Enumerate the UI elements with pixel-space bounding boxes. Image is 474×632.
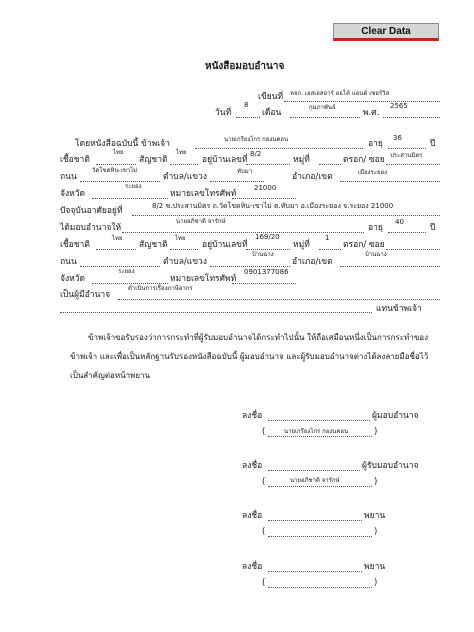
grantee-house-no-label: อยู่บ้านเลขที่ [202, 240, 248, 250]
grantor-current-address-label: ปัจจุบันอาศัยอยู่ที่ [60, 206, 123, 216]
paren-open-1: ( [262, 427, 266, 437]
grantor-subdistrict-label: ตำบล/แขวง [163, 172, 207, 182]
grantor-alley-label: ตรอก/ ซอย [343, 155, 385, 165]
year-label: พ.ศ. [363, 108, 380, 118]
grantor-current-address-input[interactable]: 8/2 ซ.ประสานมิตร ถ.วัดโขดหิน-เขาไม่ ต.ทับมา อ.เมืองระยอง จ.ระยอง 21000 [152, 202, 394, 210]
body-paragraph: ข้าพเจ้าขอรับรองว่าการกระทำที่ผู้รับมอบอำนาจได้กระทำไปนั้น ให้ถือเสมือนหนึ่งเป็นการกระทำของข้าพเจ้า และเพื่อเป็นหลักฐานรับรองหนังสือฉบับนี้ ผู้มอบอำนาจ และผู้รับมอบอำนาจต่างได้ลงลายมือชื่อไว้เป็นสำคัญต่อหน้าพยาน [70, 333, 429, 380]
written-at-input[interactable]: หจก. เอสเอสอาร์ ออโต้ แอนด์ เซอร์วิส [290, 90, 390, 97]
grantee-moo-input[interactable]: 1 [325, 234, 330, 242]
grantor-road-label: ถนน [60, 172, 77, 182]
grantee-subdistrict-label: ตำบล/แขวง [163, 257, 207, 267]
grantee-race-label: เชื้อชาติ [60, 240, 90, 250]
sign-label-1: ลงชื่อ [242, 411, 263, 421]
grantee-district-label: อำเภอ/เขต [292, 257, 333, 267]
grantee-subdistrict-input[interactable]: บ้านฉาง [252, 251, 274, 258]
grantee-road-label: ถนน [60, 257, 77, 267]
date-label: วันที่ [215, 108, 232, 118]
grantor-district-label: อำเภอ/เขต [292, 172, 333, 182]
purpose-label: เป็นผู้มีอำนาจ [60, 290, 111, 300]
grantee-province-label: จังหวัด [60, 274, 86, 284]
month-input[interactable]: กุมภาพันธ์ [309, 104, 336, 111]
document-title: หนังสือมอบอำนาจ [205, 61, 285, 72]
grantor-province-label: จังหวัด [60, 189, 86, 199]
grantor-phone-label: หมายเลขโทรศัพท์ [170, 189, 237, 199]
paren-close-3: ) [374, 527, 378, 537]
sign-role-3: พยาน [364, 511, 386, 521]
grantee-race-input[interactable]: ไทย [112, 235, 123, 242]
grantor-intro: โดยหนังสือฉบับนี้ ข้าพเจ้า [75, 139, 170, 149]
date-input[interactable]: 8 [244, 101, 249, 109]
grantee-intro: ได้มอบอำนาจให้ [60, 223, 122, 233]
sign-role-1: ผู้มอบอำนาจ [372, 411, 419, 421]
grantor-house-no-input[interactable]: 8/2 [250, 150, 262, 158]
sign-role-4: พยาน [364, 562, 386, 572]
grantee-phone-input[interactable]: 0901377086 [244, 268, 289, 276]
grantor-subdistrict-input[interactable]: ทับมา [237, 168, 253, 175]
grantee-moo-label: หมู่ที่ [293, 240, 310, 250]
grantee-district-input[interactable]: บ้านฉาง [365, 251, 387, 258]
sign-name-input-1[interactable]: นายเกรียงไกร กองนคอน [284, 428, 349, 435]
year-input[interactable]: 2565 [390, 102, 408, 110]
grantor-province-input[interactable]: ระยอง [125, 183, 142, 190]
grantee-age-input[interactable]: 40 [395, 218, 404, 226]
sign-role-2: ผู้รับมอบอำนาจ [362, 461, 419, 471]
paren-open-4: ( [262, 578, 266, 588]
sign-label-4: ลงชื่อ [242, 562, 263, 572]
grantor-phone-input[interactable]: 21000 [254, 184, 277, 192]
grantor-name-input[interactable]: นายเกรียงไกร กองนคอน [224, 136, 289, 143]
month-label: เดือน [262, 108, 282, 118]
grantor-year-unit: ปี [430, 139, 436, 149]
grantor-alley-input[interactable]: ประสานมิตร [390, 152, 423, 159]
grantee-house-no-input[interactable]: 169/20 [255, 233, 280, 241]
grantor-moo-label: หมู่ที่ [293, 155, 310, 165]
grantee-year-unit: ปี [430, 223, 436, 233]
written-at-label: เขียนที่ [258, 92, 284, 102]
grantor-road-input[interactable]: วัดโขดหิน-เขาไม่ [92, 167, 138, 174]
sign-label-2: ลงชื่อ [242, 461, 263, 471]
paren-open-2: ( [262, 477, 266, 487]
grantee-phone-label: หมายเลขโทรศัพท์ [170, 274, 237, 284]
purpose-input[interactable]: ดำเนินการเรื่องภาษีอากร [128, 285, 193, 292]
grantor-nationality-input[interactable]: ไทย [176, 149, 187, 156]
sign-name-input-2[interactable]: นายอภิชาติ จารักษ์ [290, 477, 340, 484]
grantee-age-label: อายุ [368, 223, 383, 233]
paren-close-1: ) [374, 427, 378, 437]
grantor-house-no-label: อยู่บ้านเลขที่ [202, 155, 248, 165]
paren-open-3: ( [262, 527, 266, 537]
paren-close-4: ) [374, 578, 378, 588]
grantor-age-input[interactable]: 36 [393, 134, 402, 142]
grantee-province-input[interactable]: ระยอง [118, 268, 135, 275]
on-behalf-label: แทนข้าพเจ้า [376, 304, 422, 314]
grantee-nationality-input[interactable]: ไทย [175, 235, 186, 242]
grantor-age-label: อายุ [368, 139, 383, 149]
grantor-race-input[interactable]: ไทย [113, 149, 124, 156]
grantor-nationality-label: สัญชาติ [139, 155, 168, 165]
grantee-nationality-label: สัญชาติ [139, 240, 168, 250]
grantor-district-input[interactable]: เมืองระยอง [358, 169, 388, 176]
grantor-race-label: เชื้อชาติ [60, 155, 90, 165]
paren-close-2: ) [374, 477, 378, 487]
clear-data-button[interactable]: Clear Data [333, 23, 439, 41]
sign-label-3: ลงชื่อ [242, 511, 263, 521]
grantee-alley-label: ตรอก/ ซอย [343, 240, 385, 250]
grantee-name-input[interactable]: นายอภิชาติ จารักษ์ [176, 218, 226, 225]
